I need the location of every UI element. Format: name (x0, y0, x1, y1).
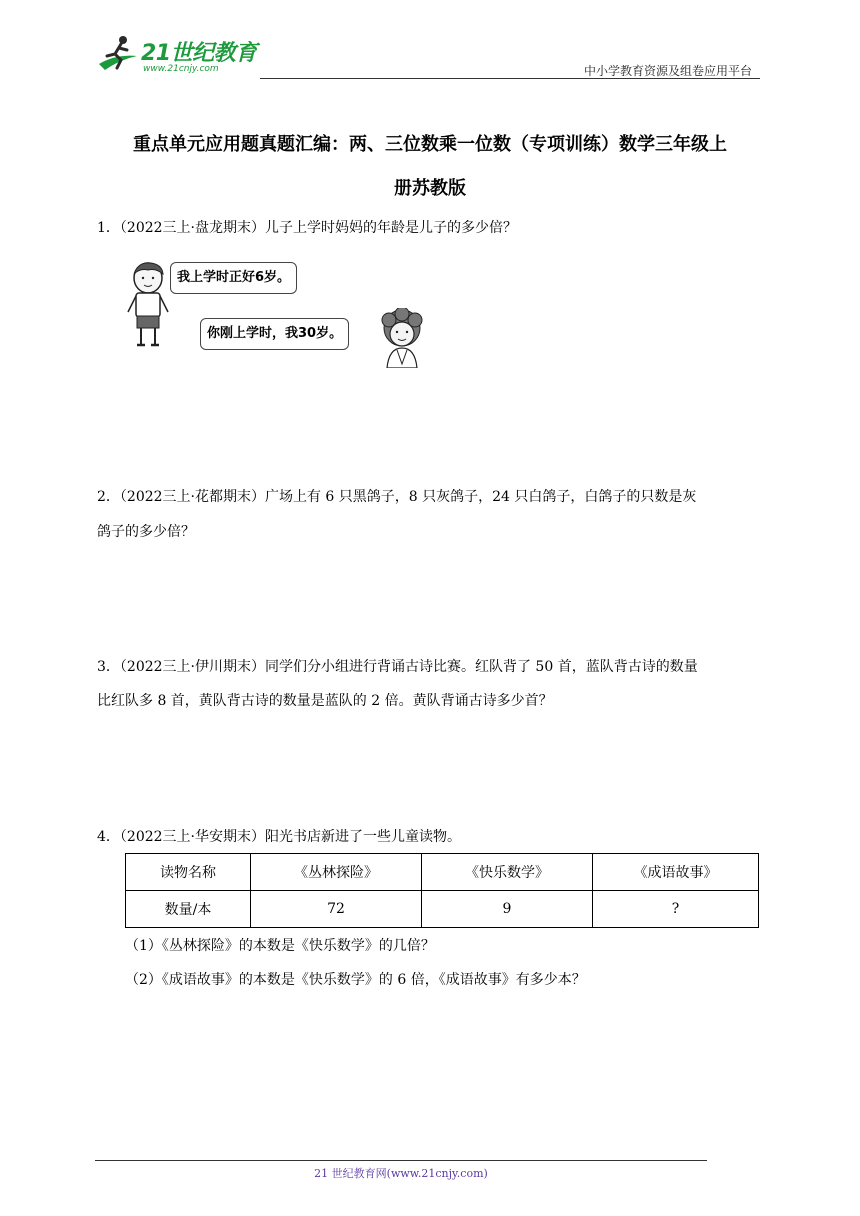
logo-url: www.21cnjy.com (143, 64, 219, 74)
page-header (95, 30, 760, 80)
question-4-text: 4．（2022三上·华安期末）阳光书店新进了一些儿童读物。 (97, 829, 461, 845)
question-4-sub-1: （1）《丛林探险》的本数是《快乐数学》的几倍？ (125, 938, 435, 954)
question-2-line1: 2．（2022三上·花都期末）广场上有 6 只黑鸽子，8 只灰鸽子，24 只白鸽子，白鸽子的只数是灰 (97, 489, 697, 505)
speech-bubble-mother: 你刚上学时，我30岁。 (200, 318, 349, 350)
table-cell: 72 (251, 891, 422, 928)
table-cell: 《快乐数学》 (422, 854, 593, 891)
page-title-line1: 重点单元应用题真题汇编：两、三位数乘一位数（专项训练）数学三年级上 (133, 134, 727, 155)
table-cell: 《丛林探险》 (251, 854, 422, 891)
book-quantity-table (125, 853, 759, 928)
table-cell: 9 (422, 891, 593, 928)
question-1-text: 1．（2022三上·盘龙期末）儿子上学时妈妈的年龄是儿子的多少倍？ (97, 220, 517, 236)
footer-text: 21 世纪教育网(www.21cnjy.com) (314, 1167, 488, 1180)
table-cell: ? (593, 891, 759, 928)
logo-text: 21世纪教育 (141, 41, 257, 66)
speech-bubble-son: 我上学时正好6岁。 (170, 262, 297, 294)
question-3-line2: 比红队多 8 首，黄队背古诗的数量是蓝队的 2 倍。黄队背诵古诗多少首？ (97, 693, 553, 709)
footer-divider (95, 1160, 707, 1161)
header-tagline: 中小学教育资源及组卷应用平台 (583, 64, 752, 78)
question-4-sub-2: （2）《成语故事》的本数是《快乐数学》的 6 倍，《成语故事》有多少本？ (125, 972, 586, 988)
boy-illustration-icon (118, 260, 178, 350)
logo (95, 34, 265, 78)
table-header-row (126, 854, 759, 891)
mother-illustration-icon (375, 308, 429, 368)
runner-logo-icon (95, 34, 143, 76)
header-divider (260, 78, 760, 79)
question-2-line2: 鸽子的多少倍？ (97, 524, 195, 540)
table-row (126, 891, 759, 928)
page-title-line2: 册苏教版 (394, 178, 466, 199)
table-cell: 读物名称 (126, 854, 251, 891)
question-3-line1: 3．（2022三上·伊川期末）同学们分小组进行背诵古诗比赛。红队背了 50 首，蓝队背古诗的数量 (97, 659, 698, 675)
table-cell: 数量/本 (126, 891, 251, 928)
table-cell: 《成语故事》 (593, 854, 759, 891)
